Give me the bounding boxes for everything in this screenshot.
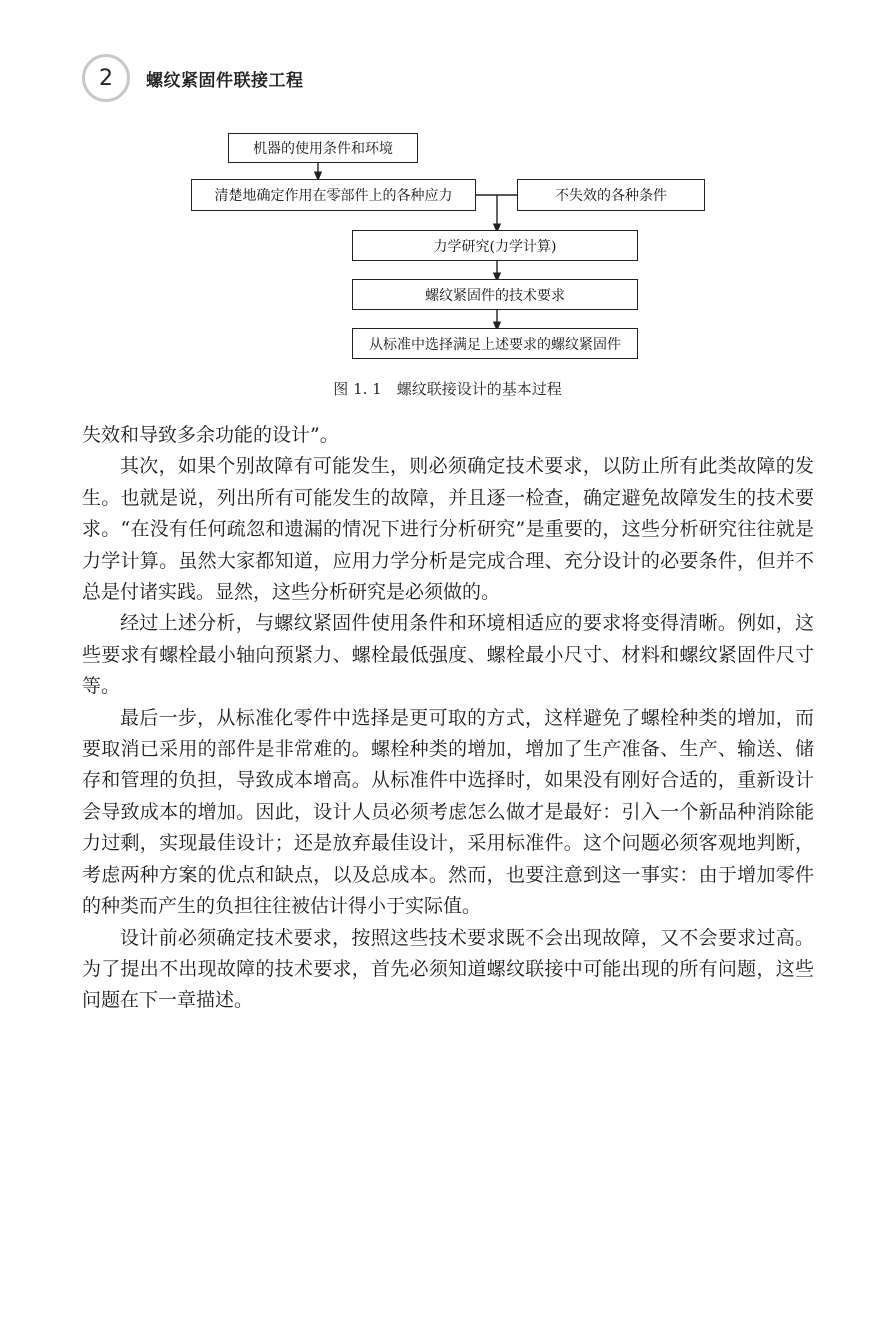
flow-box-mechanics: 力学研究(力学计算): [352, 230, 638, 261]
paragraph: 经过上述分析，与螺纹紧固件使用条件和环境相适应的要求将变得清晰。例如，这些要求有螺栓最小轴向预紧力、螺栓最低强度、螺栓最小尺寸、材料和螺纹紧固件尺寸等。: [82, 612, 814, 698]
flow-box-no-failure: 不失效的各种条件: [517, 179, 705, 211]
paragraph: 最后一步，从标准化零件中选择是更可取的方式，这样避免了螺栓种类的增加，而要取消已采用的部件是非常难的。螺栓种类的增加，增加了生产准备、生产、输送、储存和管理的负担，导致成本增高。从标准件中选择时，如果没有刚好合适的，重新设计会导致成本的增加。因此，设计人员必须考虑怎么做才是最好：引入一个新品种消除能力过剩，实现最佳设计；还是放弃最佳设计，采用标准件。这个问题必须客观地判断，考虑两种方案的优点和缺点，以及总成本。然而，也要注意到这一事实：由于增加零件的种类而产生的负担往往被估计得小于实际值。: [82, 706, 814, 918]
flow-box-stresses: 清楚地确定作用在零部件上的各种应力: [191, 179, 476, 211]
paragraph: 其次，如果个别故障有可能发生，则必须确定技术要求，以防止所有此类故障的发生。也就是说，列出所有可能发生的故障，并且逐一检查，确定避免故障发生的技术要求。“在没有任何疏忽和遗漏的情况下进行分析研究”是重要的，这些分析研究往往就是力学计算。虽然大家都知道，应用力学分析是完成合理、充分设计的必要条件，但并不总是付诸实践。显然，这些分析研究是必须做的。: [82, 455, 814, 604]
body-text: [82, 420, 814, 1017]
page-number: 2: [99, 65, 113, 91]
paragraph: 设计前必须确定技术要求，按照这些技术要求既不会出现故障，又不会要求过高。为了提出不出现故障的技术要求，首先必须知道螺纹联接中可能出现的所有问题，这些问题在下一章描述。: [82, 926, 814, 1012]
paragraph-continuation: 失效和导致多余功能的设计”。: [82, 424, 339, 446]
flow-box-conditions: 机器的使用条件和环境: [228, 133, 418, 163]
flow-box-selection: 从标准中选择满足上述要求的螺纹紧固件: [352, 328, 638, 359]
page-number-badge: [82, 54, 130, 102]
chapter-title: 螺纹紧固件联接工程: [146, 71, 304, 91]
figure-caption: 图 1. 1 螺纹联接设计的基本过程: [333, 380, 562, 398]
flow-box-requirements: 螺纹紧固件的技术要求: [352, 279, 638, 310]
